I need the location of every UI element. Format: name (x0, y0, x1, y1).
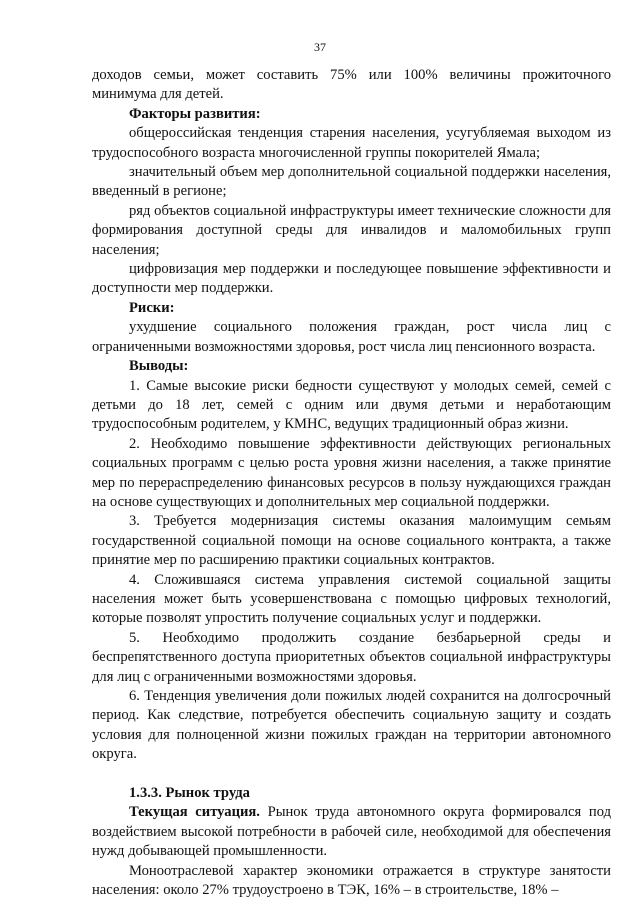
factor-item-2: значительный объем мер дополнительной социальной поддержки населения, введенный в регионе; (92, 164, 611, 200)
conclusion-item-3: 3. Требуется модернизация системы оказания малоимущим семьям государственной социальной помощи на основе социального контракта, а также принятие мер по расширению практики социальных контрактов. (92, 513, 611, 569)
factor-item-4: цифровизация мер поддержки и последующее повышение эффективности и доступности мер поддержки. (92, 261, 611, 297)
factor-item-3: ряд объектов социальной инфраструктуры имеет технические сложности для формирования доступной среды для инвалидов и маломобильных групп населения; (92, 202, 611, 258)
heading-conclusions: Выводы: (129, 358, 189, 375)
heading-risks: Риски: (129, 299, 175, 316)
paragraph-continuation: доходов семьи, может составить 75% или 100% величины прожиточного минимума для детей. (92, 67, 611, 103)
conclusion-item-1: 1. Самые высокие риски бедности существуют у молодых семей, семей с детьми до 18 лет, семей с одним или двумя детьми и неработающим трудоспособным родителем, у КМНС, ведущих традиционный образ жизни. (92, 377, 611, 433)
section-title: 1.3.3. Рынок труда (129, 785, 250, 802)
document-body (92, 66, 611, 900)
conclusion-item-6: 6. Тенденция увеличения доли пожилых людей сохранится на долгосрочный период. Как следствие, потребуется обеспечить социальную защиту и создать условия для полноценной жизни пожилых граждан на территории автономного округа. (92, 688, 611, 763)
conclusion-item-2: 2. Необходимо повышение эффективности действующих региональных социальных программ с целью роста уровня жизни населения, а также принятие мер по перераспределению финансовых ресурсов в пользу нуждающихся граждан на основе существующих и дополнительных мер социальной поддержки. (92, 435, 611, 510)
factor-item-1: общероссийская тенденция старения населения, усугубляемая выходом из трудоспособного возраста многочисленной группы покорителей Ямала; (92, 125, 611, 161)
current-situation-paragraph (92, 803, 611, 861)
page-number: 37 (314, 40, 326, 54)
conclusion-item-4: 4. Сложившаяся система управления системой социальной защиты населения может быть усовершенствована с помощью цифровых технологий, которые позволят упростить получение социальных услуг и поддержки. (92, 571, 611, 627)
current-situation-text: Рынок труда автономного округа формировался под воздействием высокой потребности в рабочей силе, необходимой для обеспечения нужд добывающей промышленности. (92, 804, 611, 860)
current-situation-label: Текущая ситуация. (129, 804, 260, 821)
risk-item-1: ухудшение социального положения граждан, рост числа лиц с ограниченными возможностями здоровья, рост числа лиц пенсионного возраста. (92, 319, 611, 355)
heading-development-factors: Факторы развития: (129, 105, 261, 122)
conclusion-item-5: 5. Необходимо продолжить создание безбарьерной среды и беспрепятственного доступа приоритетных объектов социальной инфраструктуры для лиц с ограниченными возможностями здоровья. (92, 629, 611, 685)
section-spacer (92, 765, 611, 784)
paragraph-employment-structure: Моноотраслевой характер экономики отражается в структуре занятости населения: около 27% трудоустроено в ТЭК, 16% – в строительстве, 18% – (92, 862, 611, 899)
